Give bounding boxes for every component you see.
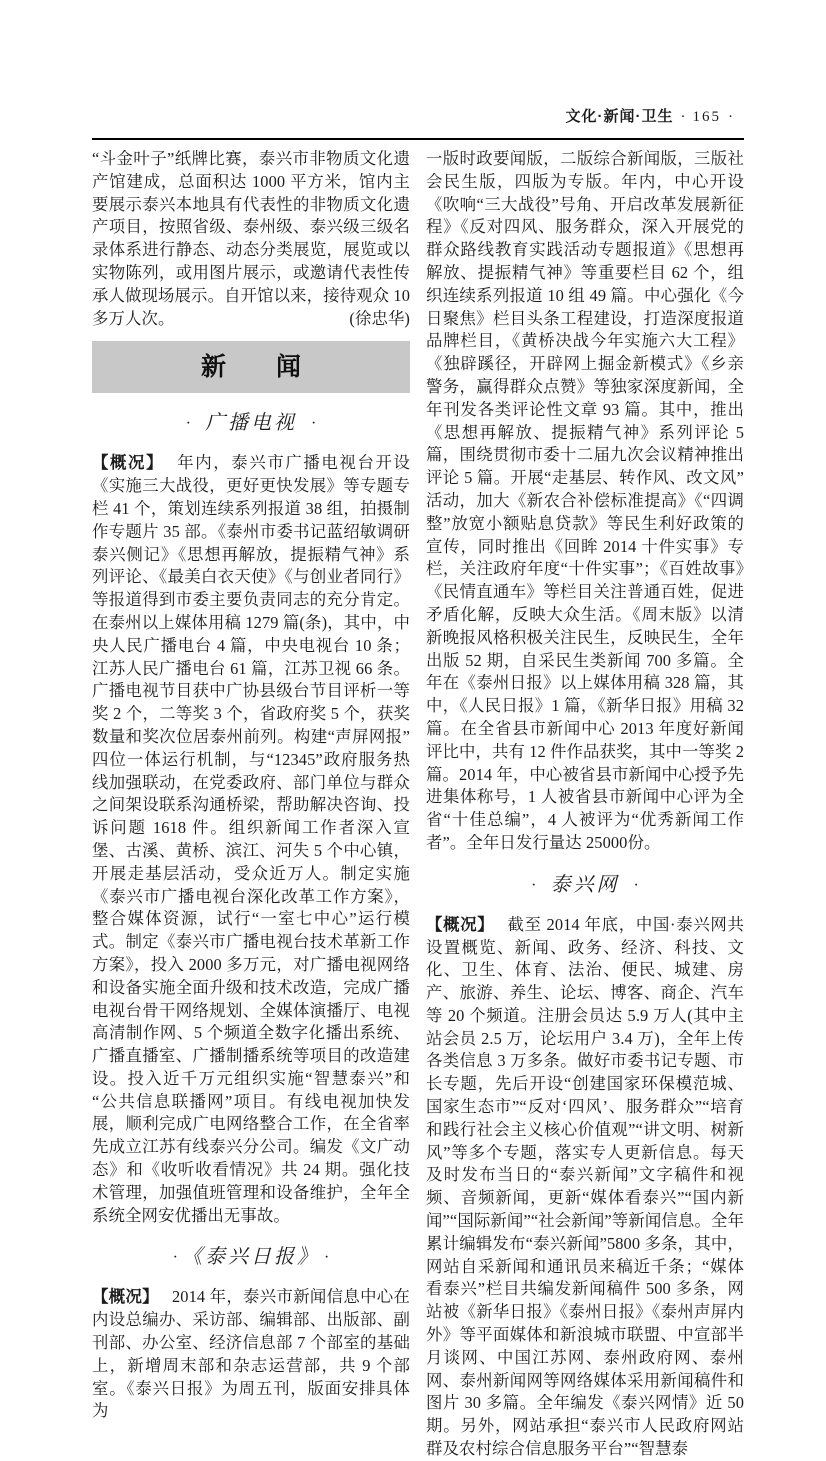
daily-continued-paragraph: 一版时政要闻版，二版综合新闻版，三版社会民生版，四版为专版。年内，中心开设《吹响“三大战役”号角、开启改革发展新征程》《反对四风、服务群众，深入开展党的群众路线教育实践活动专题报道》《思想再解放、提振精气神》等重要栏目 62 个，组织连续系列报道 10 组 49 篇。中心强化《今日聚焦》栏目头条工程建设，打造深度报道品牌栏目，《黄桥决战今年实施六大工程》《独辟蹊径，开辟网上掘金新模式》《乡亲警务，赢得群众点赞》等独家深度新闻，全年刊发各类评论性文章 93 篇。其中，推出《思想再解放、提振精气神》系列评论 5 篇，围绕贯彻市委十二届九次会议精神推出评论 5 篇。开展“走基层、转作风、改文风”活动，加大《新农合补偿标准提高》《“四调整”放宽小额贴息贷款》等民生利好政策的宣传，同时推出《回眸 2014 十件实事》专栏，关注政府年度“十件实事”；《百姓故事》《民情直通车》等栏目关注普通百姓，促进矛盾化解，反映大众生活。《周末版》以清新晚报风格积极关注民生，反映民生，全年出版 52 期，自采民生类新闻 700 多篇。全年在《泰州日报》以上媒体用稿 328 篇，其中，《人民日报》1 篇，《新华日报》用稿 32 篇。在全省县市新闻中心 2013 年度好新闻评比中，共有 12 件作品获奖，其中一等奖 2 篇。2014 年，中心被省县市新闻中心授予先进集体称号，1 人被省县市新闻中心评为全省“十佳总编”，4 人被评为“优秀新闻工作者”。全年日发行量达 25000份。 [426, 149, 744, 852]
subhead-dot: · [311, 415, 317, 433]
subhead-title: 泰兴网 [550, 873, 620, 896]
daily-overview-paragraph [92, 1286, 410, 1423]
subsection-taixing-daily [92, 1242, 410, 1273]
subhead-dot: · [172, 1249, 178, 1267]
web-text: 截至 2014 年底，中国·泰兴网共设置概览、新闻、政务、经济、科技、文化、卫生、体育、法治、便民、城建、房产、旅游、养生、论坛、博客、商企、汽车等 20 个频道。注册会员达 5.9 万人(其中主站会员 2.5 万，论坛用户 3.4 万)，全年上传各类信息 3 万多条。做好市委书记专题、市长专题，先后开设“创建国家环保模范城、国家生态市”“反对‘四风’、服务群众”“培育和践行社会主义核心价值观”“讲文明、树新风”等多个专题，落实专人更新信息。每天及时发布当日的“泰兴新闻”文字稿件和视频、音频新闻，更新“媒体看泰兴”“国内新闻”“国际新闻”“社会新闻”等新闻信息。全年累计编辑发布“泰兴新闻”5800 多条，其中，网站自采新闻和通讯员来稿近千条；“媒体看泰兴”栏目共编发新闻稿件 500 多条，网站被《新华日报》《泰州日报》《泰州声屏内外》等平面媒体和新浪城市联盟、中宣部半月谈网、中国江苏网、泰州政府网、泰州网、泰州新闻网等网络媒体采用新闻稿件和图片 30 多篇。全年编发《泰兴网情》近 50 期。另外，网站承担“泰兴市人民政府网站群及农村综合信息服务平台”“智慧泰 [426, 914, 745, 1459]
subhead-title: 广播电视 [205, 412, 297, 435]
web-overview-paragraph [426, 914, 744, 1461]
running-head-dot: · [680, 109, 686, 125]
subhead-dot: · [185, 415, 191, 433]
intro-continuation-paragraph [92, 148, 410, 330]
subhead-dot: · [633, 876, 639, 894]
subsection-broadcast-tv [92, 408, 410, 439]
intro-text: “斗金叶子”纸牌比赛，泰兴市非物质文化遗产馆建成，总面积达 1000 平方米，馆内主要展示泰兴本地具有代表性的非物质文化遗产项目，按照省级、泰州级、泰兴级三级名录体系进行静态、动态分类展览，展览或以实物陈列，或用图片展示，或邀请代表性传承人做现场展示。自开馆以来，接待观众 10 多万人次。 [92, 149, 410, 328]
text-columns [92, 148, 744, 1461]
subsection-taixing-web [426, 870, 744, 901]
broadcast-text: 年内，泰兴市广播电视台开设《实施三大战役，更好更快发展》等专题专栏 41 个，策划连续系列报道 38 组，拍摄制作专题片 35 部。《泰州市委书记蓝绍敏调研泰兴侧记》《思想再解放，提振精气神》系列评论、《最美白衣天使》《与创业者同行》等报道得到市委主要负责同志的充分肯定。在泰州以上媒体用稿 1279 篇(条)，其中，中央人民广播电台 4 篇，中央电视台 10 条；江苏人民广播电台 61 篇，江苏卫视 66 条。广播电视节目获中广协县级台节目评析一等奖 2 个，二等奖 3 个，省政府奖 5 个，获奖数量和奖次位居泰州前列。构建“声屏网报”四位一体运行机制，与“12345”政府服务热线加强联动，在党委政府、部门单位与群众之间架设联系沟通桥梁，帮助解决咨询、投诉问题 1618 件。组织新闻工作者深入宣堡、古溪、黄桥、滨江、河失 5 个中心镇，开展走基层活动，受众近万人。制定实施《泰兴市广播电视台深化改革工作方案》，整合媒体资源，试行“一室七中心”运行模式。制定《泰兴市广播电视台技术革新工作方案》，投入 2000 多万元，对广播电视网络和设备实施全面升级和技术改造，完成广播电视台骨干网络规划、全媒体演播厅、电视高清制作网、5 个频道全数字化播出系统、广播直播室、广播制播系统等项目的改造建设。投入近千万元组织实施“智慧泰兴”和“公共信息联播网”项目。有线电视加快发展，顺利完成广电网络整合工作，在全省率先成立江苏有线泰兴分公司。编发《文广动态》和《收听收看情况》共 24 期。强化技术管理，加强值班管理和设备维护，全年全系统全网安优播出无事故。 [92, 453, 410, 1225]
running-head [92, 107, 740, 127]
left-column [92, 148, 410, 1461]
subhead-title: 《泰兴日报》 [192, 1246, 310, 1269]
overview-label: 【概况】 [92, 1287, 159, 1307]
broadcast-overview-paragraph [92, 452, 410, 1227]
running-head-title: 文化·新闻·卫生 [565, 108, 674, 125]
running-head-dot: · [728, 109, 733, 125]
section-banner-news: 新 闻 [92, 341, 410, 393]
overview-label: 【概况】 [426, 914, 495, 934]
subhead-dot: · [324, 1249, 330, 1267]
subhead-dot: · [531, 876, 537, 894]
author-attribution: (徐忠华) [349, 308, 410, 328]
right-column [426, 148, 744, 1461]
daily-text: 2014 年，泰兴市新闻信息中心在内设总编办、采访部、编辑部、出版部、副刊部、办公室、经济信息部 7 个部室的基础上，新增周末部和杂志运营部，共 9 个部室。《泰兴日报》为周五刊，版面安排具体为 [92, 1287, 411, 1421]
header-rule [92, 138, 744, 140]
overview-label: 【概况】 [92, 453, 165, 473]
page-number: 165 [692, 109, 721, 125]
